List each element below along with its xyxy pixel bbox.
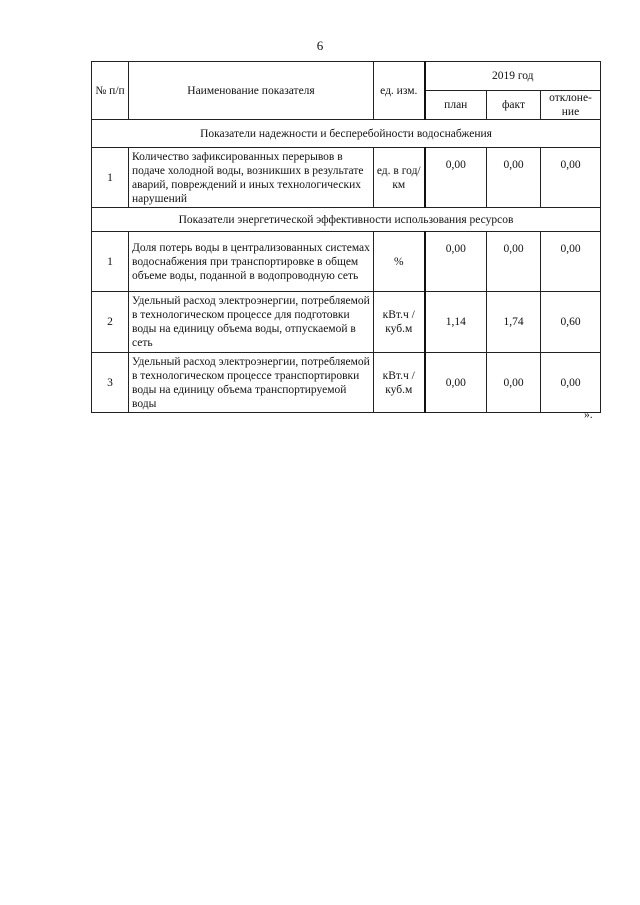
row-deviation: 0,00: [541, 148, 601, 208]
row-num: 1: [92, 148, 129, 208]
header-num: № п/п: [92, 62, 129, 120]
header-deviation: отклоне-ние: [541, 91, 601, 120]
row-deviation: 0,00: [541, 353, 601, 413]
table-row: [92, 353, 601, 413]
row-deviation: 0,60: [541, 292, 601, 353]
row-unit: %: [374, 232, 425, 292]
row-plan: 0,00: [425, 232, 487, 292]
header-year: 2019 год: [425, 62, 601, 91]
row-unit: ед. в год/ км: [374, 148, 425, 208]
table-row: [92, 292, 601, 353]
section-row: [92, 120, 601, 148]
table-row: [92, 148, 601, 208]
row-name: Удельный расход электроэнергии, потребляемой в технологическом процессе транспортировки воды на единицу объема транспортируемой воды: [129, 353, 374, 413]
row-plan: 1,14: [425, 292, 487, 353]
table-row: [92, 232, 601, 292]
page-number: 6: [316, 38, 324, 53]
row-deviation: 0,00: [541, 232, 601, 292]
row-num: 1: [92, 232, 129, 292]
header-plan: план: [425, 91, 487, 120]
closing-quote-mark: ».: [584, 409, 593, 421]
indicators-table: [91, 61, 601, 413]
row-unit: кВт.ч / куб.м: [374, 292, 425, 353]
header-row-1: [92, 62, 601, 91]
row-num: 2: [92, 292, 129, 353]
row-plan: 0,00: [425, 148, 487, 208]
row-fact: 0,00: [487, 232, 541, 292]
row-fact: 0,00: [487, 353, 541, 413]
section-title-energy: Показатели энергетической эффективности использования ресурсов: [92, 208, 601, 232]
row-fact: 1,74: [487, 292, 541, 353]
header-fact: факт: [487, 91, 541, 120]
row-name: Количество зафиксированных перерывов в подаче холодной воды, возникших в результате аварий, повреждений и иных технологических нарушений: [129, 148, 374, 208]
header-unit: ед. изм.: [374, 62, 425, 120]
row-num: 3: [92, 353, 129, 413]
row-name: Удельный расход электроэнергии, потребляемой в технологическом процессе для подготовки воды на единицу объема воды, отпускаемой в сеть: [129, 292, 374, 353]
row-fact: 0,00: [487, 148, 541, 208]
header-name: Наименование показателя: [129, 62, 374, 120]
row-name: Доля потерь воды в централизованных системах водоснабжения при транспортировке в общем объеме воды, поданной в водопроводную сеть: [129, 232, 374, 292]
section-row: [92, 208, 601, 232]
row-plan: 0,00: [425, 353, 487, 413]
row-unit: кВт.ч / куб.м: [374, 353, 425, 413]
section-title-reliability: Показатели надежности и бесперебойности водоснабжения: [92, 120, 601, 148]
